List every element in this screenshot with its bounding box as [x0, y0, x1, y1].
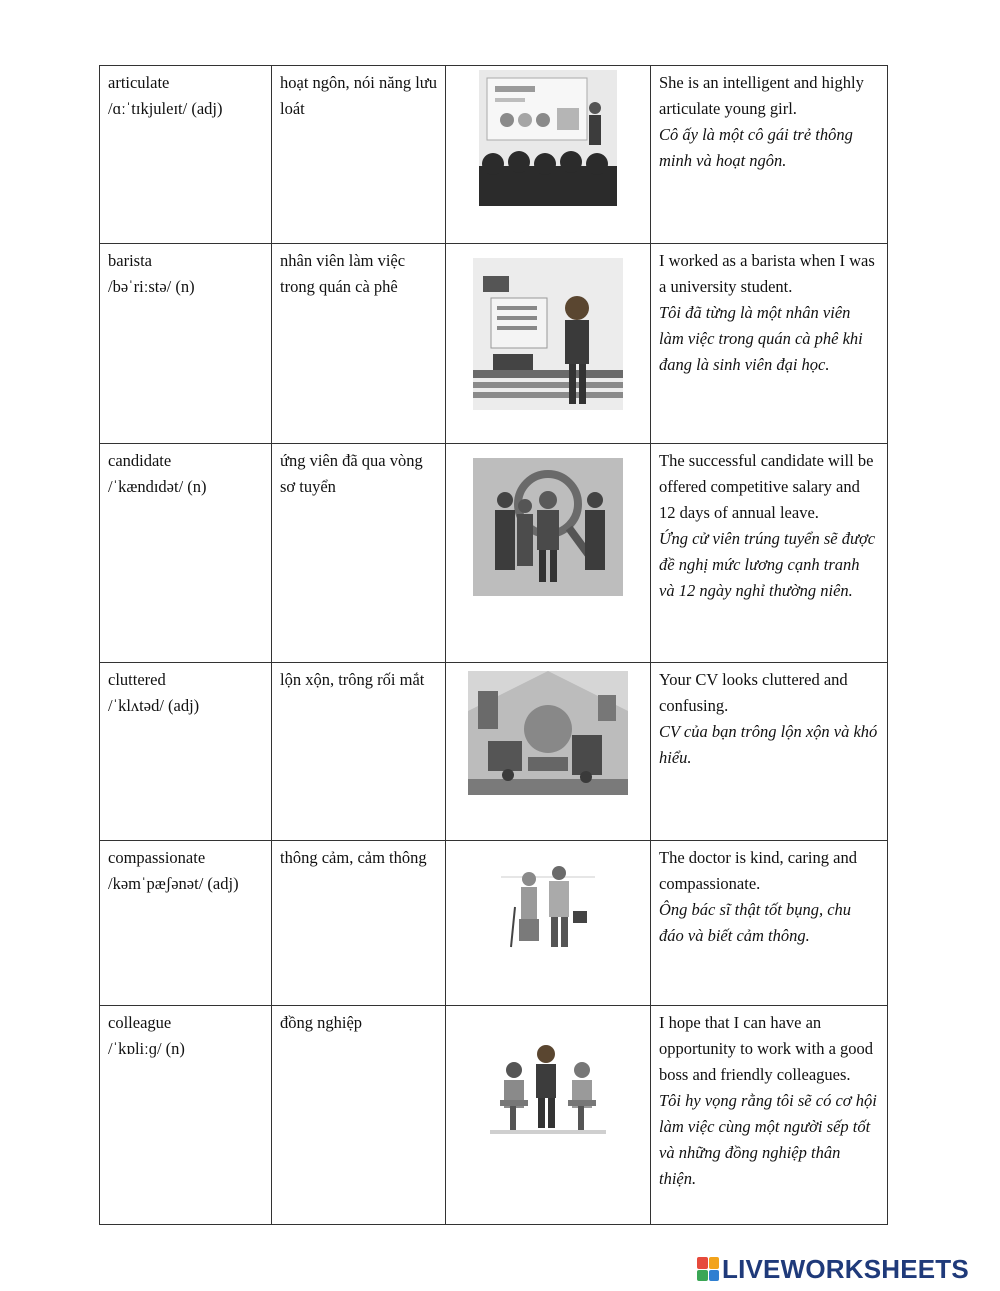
image-cell — [446, 244, 651, 444]
meaning-cell — [272, 663, 446, 841]
pronunciation: /ˈkændɪdət/ (n) — [108, 477, 207, 496]
meaning-cell — [272, 1006, 446, 1225]
meaning: đồng nghiệp — [280, 1013, 363, 1032]
meaning-cell — [272, 244, 446, 444]
example-vietnamese: Ông bác sĩ thật tốt bụng, chu đáo và biết cảm thông. — [659, 900, 852, 945]
pronunciation: /kəmˈpæʃənət/ (adj) — [108, 874, 239, 893]
vocab-row-cluttered — [100, 663, 888, 841]
example-english: The successful candidate will be offered competitive salary and 12 days of annual leave. — [659, 451, 874, 522]
word: articulate — [108, 73, 170, 92]
pronunciation: /ɑːˈtɪkjuleɪt/ (adj) — [108, 99, 223, 118]
meaning: thông cảm, cảm thông — [280, 848, 427, 867]
word: cluttered — [108, 670, 166, 689]
word: compassionate — [108, 848, 206, 867]
meaning-cell — [272, 66, 446, 244]
example-vietnamese: Tôi đã từng là một nhân viên làm việc trong quán cà phê khi đang là sinh viên đại học. — [659, 303, 863, 374]
example-vietnamese: Ứng cử viên trúng tuyển sẽ được đề nghị mức lương cạnh tranh và 12 ngày nghỉ thường niên. — [659, 529, 876, 600]
meaning-cell — [272, 444, 446, 663]
word-cell — [100, 663, 272, 841]
word-cell — [100, 244, 272, 444]
meaning: nhân viên làm việc trong quán cà phê — [280, 251, 406, 296]
candidate-magnifier-icon — [473, 458, 623, 596]
image-cell — [446, 1006, 651, 1225]
example-english: I hope that I can have an opportunity to work with a good boss and friendly colleagues. — [659, 1013, 874, 1084]
vocabulary-table — [99, 65, 888, 1225]
helping-elderly-icon — [493, 857, 603, 957]
example-cell — [651, 244, 888, 444]
vocab-row-compassionate — [100, 841, 888, 1006]
pronunciation: /bəˈriːstə/ (n) — [108, 277, 195, 296]
word: colleague — [108, 1013, 172, 1032]
example-cell — [651, 663, 888, 841]
word-cell — [100, 841, 272, 1006]
example-vietnamese: CV của bạn trông lộn xộn và khó hiểu. — [659, 722, 878, 767]
logo-text: LIVEWORKSHEETS — [722, 1253, 969, 1284]
presentation-audience-icon — [479, 70, 617, 206]
meaning: ứng viên đã qua vòng sơ tuyển — [280, 451, 423, 496]
image-cell — [446, 66, 651, 244]
barista-counter-icon — [473, 258, 623, 410]
example-english: I worked as a barista when I was a university student. — [659, 251, 875, 296]
image-cell — [446, 841, 651, 1006]
vocab-row-barista — [100, 244, 888, 444]
meaning: lộn xộn, trông rối mắt — [280, 670, 425, 689]
word: candidate — [108, 451, 172, 470]
example-english: The doctor is kind, caring and compassionate. — [659, 848, 857, 893]
cluttered-room-icon — [468, 671, 628, 795]
liveworksheets-badge-icon — [697, 1257, 719, 1281]
image-cell — [446, 444, 651, 663]
meaning-cell — [272, 841, 446, 1006]
image-cell — [446, 663, 651, 841]
word: barista — [108, 251, 152, 270]
word-cell — [100, 444, 272, 663]
vocab-row-candidate — [100, 444, 888, 663]
example-cell — [651, 1006, 888, 1225]
example-cell — [651, 841, 888, 1006]
pronunciation: /ˈkɒliːɡ/ (n) — [108, 1039, 185, 1058]
example-vietnamese: Cô ấy là một cô gái trẻ thông minh và hoạt ngôn. — [659, 125, 853, 170]
vocab-row-colleague — [100, 1006, 888, 1225]
vocab-row-articulate — [100, 66, 888, 244]
example-cell — [651, 444, 888, 663]
word-cell — [100, 66, 272, 244]
meaning: hoạt ngôn, nói năng lưu loát — [280, 73, 437, 118]
example-vietnamese: Tôi hy vọng rằng tôi sẽ có cơ hội làm việc cùng một người sếp tốt và những đồng nghiệp thân thiện. — [659, 1091, 877, 1188]
pronunciation: /ˈklʌtəd/ (adj) — [108, 696, 200, 715]
example-english: She is an intelligent and highly articulate young girl. — [659, 73, 864, 118]
example-cell — [651, 66, 888, 244]
colleagues-meeting-icon — [490, 1040, 606, 1136]
example-english: Your CV looks cluttered and confusing. — [659, 670, 848, 715]
liveworksheets-logo[interactable] — [697, 1254, 969, 1284]
word-cell — [100, 1006, 272, 1225]
